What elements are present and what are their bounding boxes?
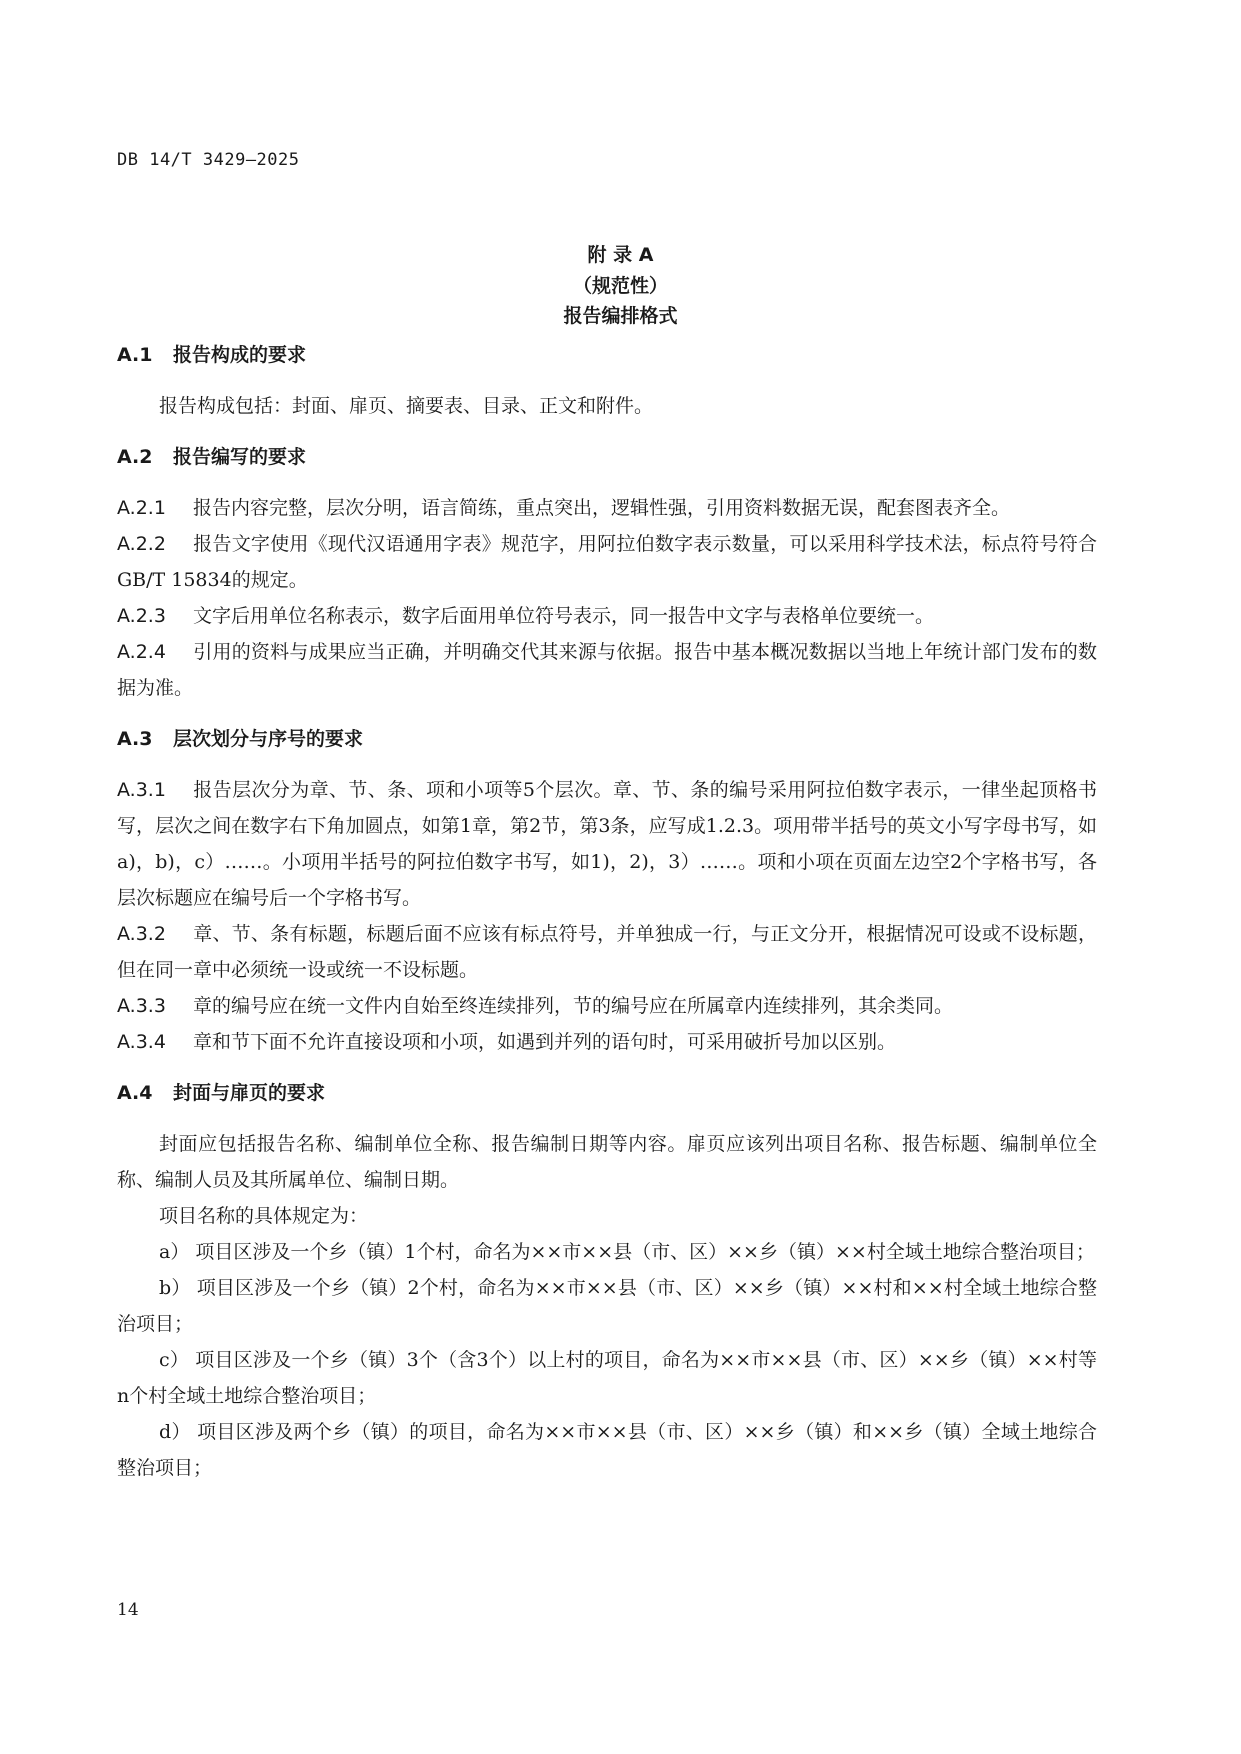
clause-a3-1 xyxy=(117,772,1097,916)
clause-text: 章的编号应在统一文件内自始至终连续排列，节的编号应在所属章内连续排列，其余类同。 xyxy=(193,995,954,1017)
section-number: A.1 xyxy=(117,344,153,366)
clause-number: A.2.4 xyxy=(117,641,166,663)
document-code: DB 14/T 3429—2025 xyxy=(117,150,300,170)
clause-text: 章和节下面不允许直接设项和小项，如遇到并列的语句时，可采用破折号加以区别。 xyxy=(193,1031,897,1053)
page-number: 14 xyxy=(117,1600,139,1620)
list-item-c: c） 项目区涉及一个乡（镇）3个（含3个）以上村的项目，命名为××市××县（市、区）××乡（镇）××村等n个村全域土地综合整治项目； xyxy=(117,1349,1097,1407)
appendix-subtitle: 报告编排格式 xyxy=(563,305,678,327)
clause-number: A.2.3 xyxy=(117,605,166,627)
section-number: A.4 xyxy=(117,1082,153,1104)
clause-a2-1 xyxy=(117,490,1097,526)
list-item-d: d） 项目区涉及两个乡（镇）的项目，命名为××市××县（市、区）××乡（镇）和××乡（镇）全域土地综合整治项目； xyxy=(117,1421,1097,1479)
list-item-a: a） 项目区涉及一个乡（镇）1个村，命名为××市××县（市、区）××乡（镇）××村全域土地综合整治项目； xyxy=(159,1241,1095,1263)
clause-number: A.3.3 xyxy=(117,995,166,1017)
clause-a3-4 xyxy=(117,1024,1097,1060)
appendix-nature: （规范性） xyxy=(572,275,668,297)
appendix-body xyxy=(117,338,1097,1486)
section-number: A.3 xyxy=(117,728,153,750)
section-title: 封面与扉页的要求 xyxy=(173,1082,326,1104)
clause-text: 报告文字使用《现代汉语通用字表》规范字，用阿拉伯数字表示数量，可以采用科学技术法，标点符号符合GB/T 15834的规定。 xyxy=(117,533,1097,591)
clause-text: 报告层次分为章、节、条、项和小项等5个层次。章、节、条的编号采用阿拉伯数字表示，一律坐起顶格书写，层次之间在数字右下角加圆点，如第1章，第2节，第3条，应写成1.2.3。项用带半括号的英文小写字母书写，如a)，b)，c）……。小项用半括号的阿拉伯数字书写，如1)，2)，3）……。项和小项在页面左边空2个字格书写，各层次标题应在编号后一个字格书写。 xyxy=(117,779,1097,909)
section-number: A.2 xyxy=(117,446,153,468)
section-heading-a4 xyxy=(117,1076,1097,1110)
section-heading-a1 xyxy=(117,338,1097,372)
clause-text: 章、节、条有标题，标题后面不应该有标点符号，并单独成一行，与正文分开，根据情况可设或不设标题，但在同一章中必须统一设或统一不设标题。 xyxy=(117,923,1097,981)
clause-text: 报告内容完整，层次分明，语言简练，重点突出，逻辑性强，引用资料数据无误，配套图表齐全。 xyxy=(193,497,1011,519)
clause-text: 引用的资料与成果应当正确，并明确交代其来源与依据。报告中基本概况数据以当地上年统计部门发布的数据为准。 xyxy=(117,641,1097,699)
clause-number: A.3.1 xyxy=(117,779,166,801)
paragraph-a1: 报告构成包括：封面、扉页、摘要表、目录、正文和附件。 xyxy=(159,395,654,417)
clause-a3-2 xyxy=(117,916,1097,988)
clause-a2-2 xyxy=(117,526,1097,598)
section-title: 报告编写的要求 xyxy=(173,446,307,468)
clause-number: A.2.2 xyxy=(117,533,166,555)
clause-a3-3 xyxy=(117,988,1097,1024)
section-heading-a2 xyxy=(117,440,1097,474)
section-title: 层次划分与序号的要求 xyxy=(173,728,364,750)
section-heading-a3 xyxy=(117,722,1097,756)
list-item-b: b） 项目区涉及一个乡（镇）2个村，命名为××市××县（市、区）××乡（镇）××村和××村全域土地综合整治项目； xyxy=(117,1277,1097,1335)
clause-number: A.2.1 xyxy=(117,497,166,519)
paragraph-a4-2: 项目名称的具体规定为： xyxy=(159,1205,369,1227)
clause-number: A.3.4 xyxy=(117,1031,166,1053)
clause-a2-3 xyxy=(117,598,1097,634)
appendix-title: 附 录 A xyxy=(587,244,654,266)
clause-text: 文字后用单位名称表示，数字后面用单位符号表示，同一报告中文字与表格单位要统一。 xyxy=(193,605,935,627)
section-title: 报告构成的要求 xyxy=(173,344,307,366)
paragraph-a4-1: 封面应包括报告名称、编制单位全称、报告编制日期等内容。扉页应该列出项目名称、报告标题、编制单位全称、编制人员及其所属单位、编制日期。 xyxy=(117,1133,1097,1191)
clause-a2-4 xyxy=(117,634,1097,706)
clause-number: A.3.2 xyxy=(117,923,166,945)
